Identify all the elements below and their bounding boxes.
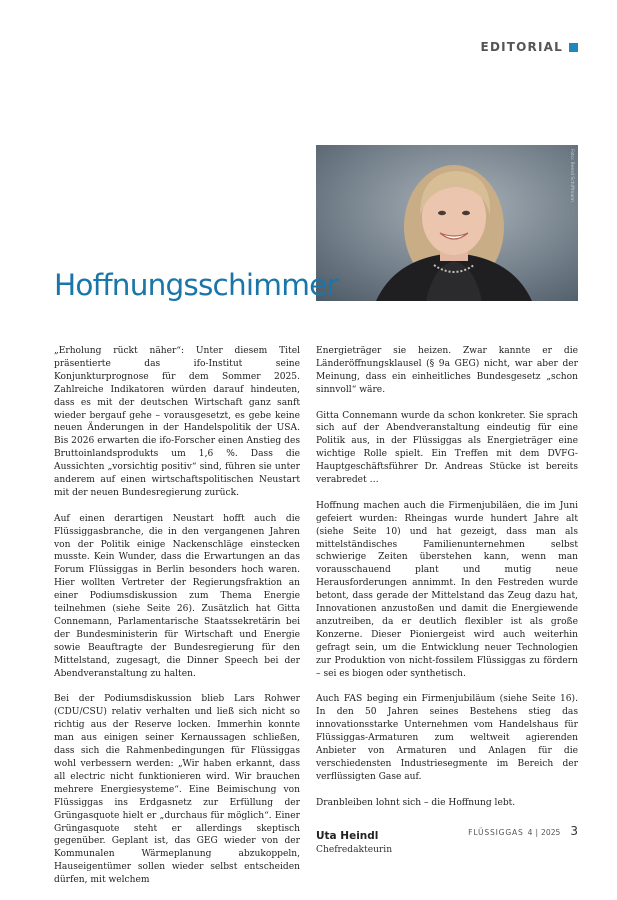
magazine-name: FLÜSSIGGAS (468, 828, 524, 837)
article-column-right (316, 345, 578, 857)
section-label-text: EDITORIAL (480, 40, 563, 54)
paragraph: „Erholung rückt näher“: Unter diesem Titel präsentierte das ifo-Institut seine Konjunkturprognose für dem Sommer 2025. Zahlreiche Indikatoren würden darauf hindeuten, dass es mit der deutschen Wirtschaft ganz sanft wieder bergauf gehe – vorausgesetzt, es gebe keine neuen Änderungen in der Handelspolitik der USA. Bis 2026 erwarten die ifo-Forscher einen Anstieg des Bruttoinlandsprodukts um 1,6 %. Dass die Aussichten „vorsichtig positiv“ sind, führen sie unter anderem auf einen wirtschaftspolitischen Neustart mit der neuen Bundesregierung zurück. (54, 346, 300, 498)
author-name: Uta Heindl (316, 829, 379, 842)
paragraph: Bei der Podiumsdiskussion blieb Lars Rohwer (CDU/CSU) relativ verhalten und ließ sich nicht so richtig aus der Reserve locken. Immerhin konnte man aus einigen seiner Kernaussagen schließen, dass sich die Rahmenbedingungen für Flüssiggas wohl verbessern werden: „Wir haben erkannt, dass all electric nicht funktionieren wird. Wir brauchen mehrere Energiesysteme“. Eine Beimischung von Flüssiggas ins Erdgasnetz zur Erfüllung der Grüngasquote hielt er „durchaus für möglich“. Einer Grüngasquote steht er allerdings skeptisch gegenüber. Geplant ist, das GEG wieder von der Kommunalen Wärmeplanung abzukoppeln, Hauseigentümer sollen wieder selbst entscheiden dürfen, mit welchem (54, 694, 300, 886)
article-column-left (54, 345, 300, 900)
paragraph: Dranbleiben lohnt sich – die Hoffnung lebt. (316, 797, 516, 808)
footer-separator: | (535, 828, 539, 837)
issue-number: 4 (527, 828, 533, 837)
author-photo (316, 145, 578, 301)
paragraph: Hoffnung machen auch die Firmenjubiläen, die im Juni gefeiert wurden: Rheingas wurde hundert Jahre alt (siehe Seite 10) und hat gezeigt, dass man als mittelständisches Familienunternehmen selbst schwierige Zeiten überstehen kann, wenn man vorausschauend plant und mutig neue Herausforderungen annimmt. In den Festreden wurde betont, dass gerade der Mittelstand das Zeug dazu hat, Innovationen anzustoßen und damit die Energiewende anzutreiben, da er deutlich flexibler ist als große Konzerne. Dieser Pioniergeist wird auch weiterhin gefragt sein, um die Entwicklung neuer Technologien zur Produktion von nicht-fossilem Flüssiggas zu fördern – sei es biogen oder synthetisch. (316, 500, 578, 679)
section-label (481, 40, 578, 54)
issue-year: 2025 (541, 828, 561, 837)
paragraph: Gitta Connemann wurde da schon konkreter. Sie sprach sich auf der Abendveranstaltung eindeutig für eine Politik aus, in der Flüssiggas als Energieträger eine wichtige Rolle spielt. Ein Treffen mit dem DVFG-Hauptgeschäftsführer Dr. Andreas Stücke ist bereits verabredet … (316, 410, 578, 486)
section-marker-square (569, 43, 578, 52)
paragraph: Energieträger sie heizen. Zwar kannte er die Länderöffnungsklausel (§ 9a GEG) nicht, war aber der Meinung, dass ein einheitliches Bundesgesetz „schon sinnvoll“ wäre. (316, 346, 578, 395)
page-footer (468, 824, 578, 838)
paragraph: Auch FAS beging ein Firmenjubiläum (siehe Seite 16). In den 50 Jahren seines Bestehens stieg das innovationsstarke Unternehmen vom Handelshaus für Flüssiggas-Armaturen zum weltweit agierenden Anbieter von Armaturen und Anlagen für die verschiedensten Industriesegmente im Bereich der verflüssigten Gase auf. (316, 694, 578, 782)
author-role: Chefredakteurin (316, 845, 393, 856)
page-number: 3 (570, 824, 578, 838)
photo-credit: Foto: Bernd Schiffmann (569, 149, 574, 202)
paragraph: Auf einen derartigen Neustart hofft auch die Flüssiggasbranche, die in den vergangenen Jahren von der Politik einige Nackenschläge einstecken musste. Kein Wunder, dass die Erwartungen an das Forum Flüssiggas in Berlin besonders hoch waren. Hier wollten Vertreter der Regierungsfraktion an einer Podiumsdiskussion zum Thema Energie teilnehmen (siehe Seite 26). Zusätzlich hat Gitta Connemann, Parlamentarische Staatssekretärin bei der Bundesministerin für Wirtschaft und Energie sowie Beauftragte der Bundesregierung für den Mittelstand, zugesagt, die Dinner Speech bei der Abendveranstaltung zu halten. (54, 513, 300, 679)
portrait-illustration (316, 145, 578, 301)
page-title: Hoffnungsschimmer (54, 268, 338, 302)
